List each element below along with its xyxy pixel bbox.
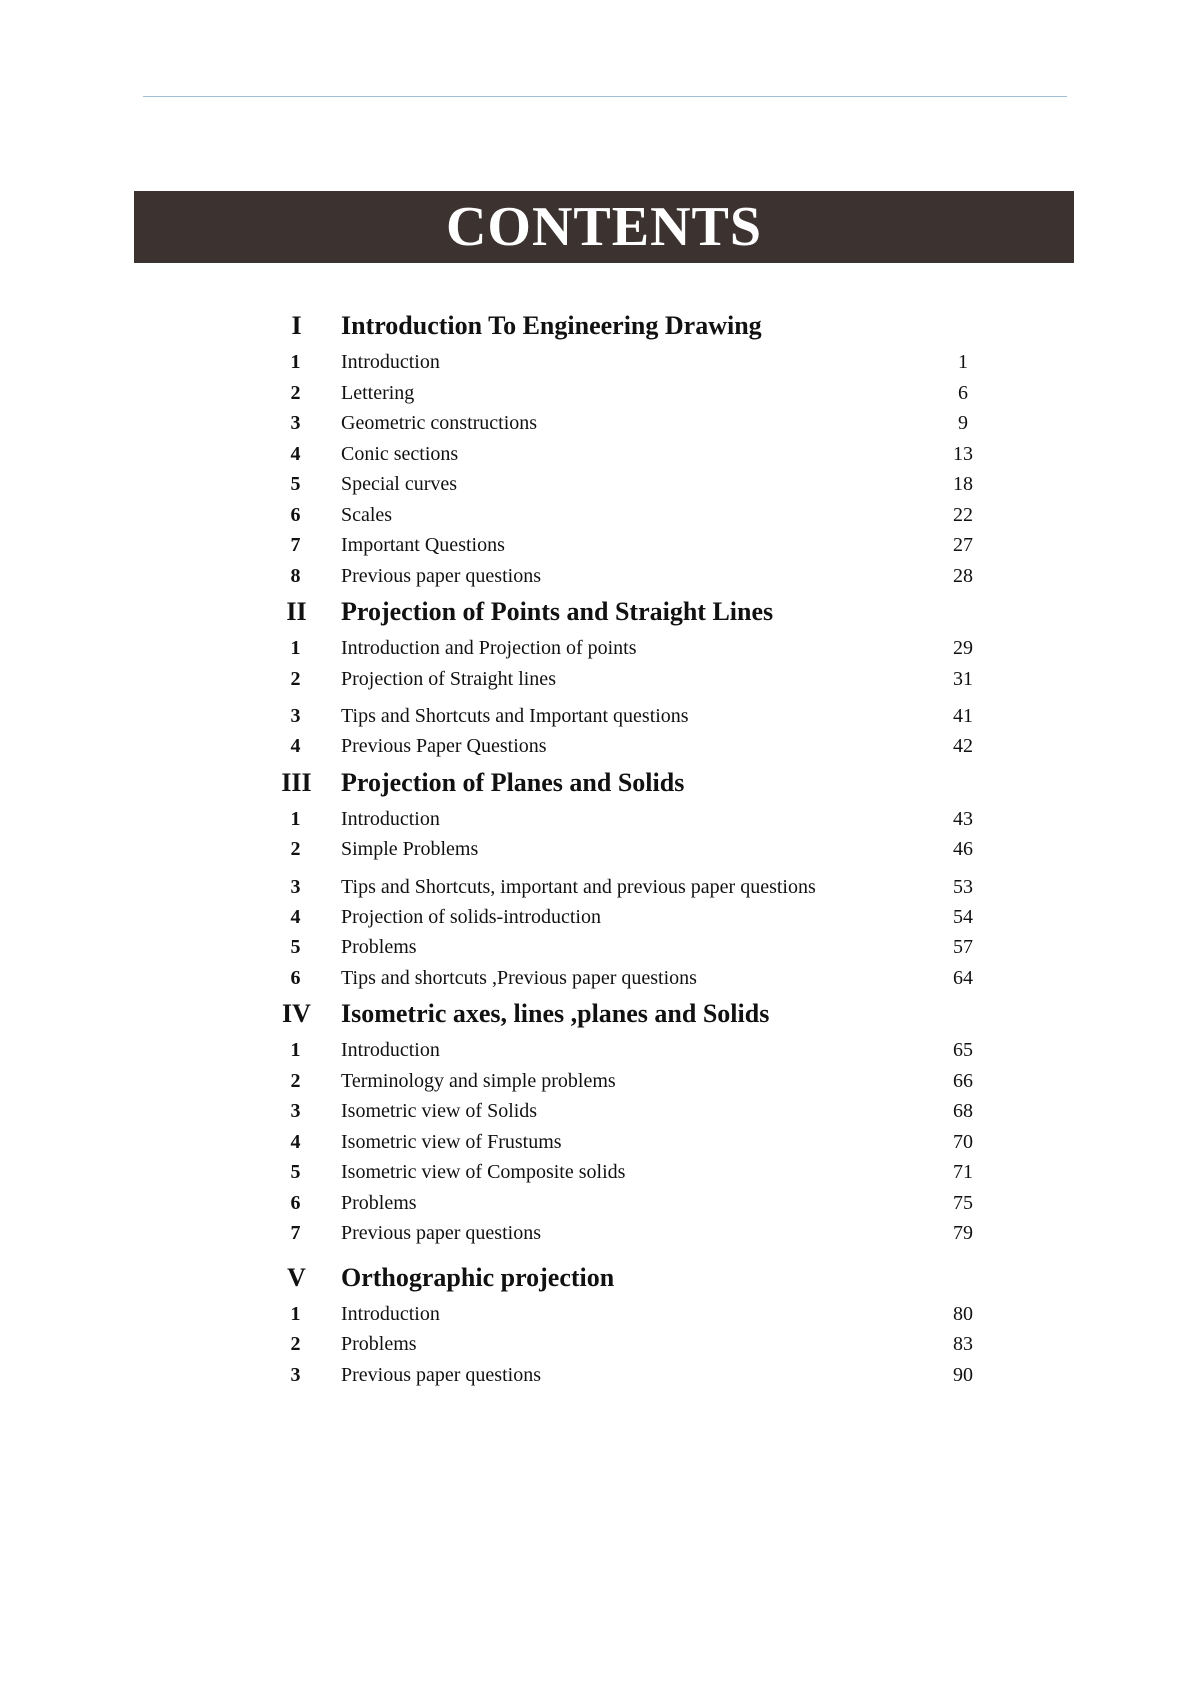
entry-title: Previous paper questions [341, 564, 541, 587]
entry-number: 4 [290, 735, 301, 757]
entry-page: 13 [953, 442, 973, 465]
entry-page: 64 [953, 966, 973, 989]
entry-number: 5 [290, 936, 301, 958]
entry-title: Previous paper questions [341, 1222, 541, 1244]
entry-title: Terminology and simple problems [341, 1069, 616, 1092]
entry-page: 1 [958, 351, 968, 373]
entry-title: Introduction and Projection of points [341, 637, 637, 659]
entry-title: Geometric constructions [341, 412, 538, 434]
section-heading [240, 591, 1000, 633]
entry-title: Conic sections [341, 442, 459, 465]
entry-number: 1 [290, 351, 301, 373]
section-number: I [291, 311, 302, 340]
entry-number: 3 [290, 412, 301, 434]
toc-entry [240, 1096, 1000, 1127]
toc-entry [240, 865, 1000, 902]
section-heading [240, 993, 1000, 1035]
toc-entry [240, 1299, 1000, 1330]
entry-page: 41 [953, 705, 973, 727]
entry-page: 53 [953, 875, 973, 898]
entry-number: 5 [290, 473, 301, 495]
entry-page: 80 [953, 1302, 973, 1325]
entry-title: Isometric view of Frustums [341, 1130, 562, 1153]
toc-entry [240, 1188, 1000, 1219]
entry-number: 6 [290, 503, 301, 526]
toc-entry [240, 1127, 1000, 1158]
entry-page: 83 [953, 1333, 973, 1355]
entry-number: 3 [290, 875, 301, 898]
toc-entry [240, 347, 1000, 378]
entry-page: 31 [953, 667, 973, 690]
toc-entry [240, 694, 1000, 731]
entry-number: 1 [290, 1039, 301, 1061]
page-title: CONTENTS [445, 196, 763, 258]
toc-entry [240, 378, 1000, 409]
toc-entry [240, 1066, 1000, 1097]
entry-number: 2 [290, 1333, 301, 1355]
entry-number: 6 [290, 1191, 301, 1214]
section-heading [240, 762, 1000, 804]
entry-page: 46 [953, 838, 973, 860]
entry-number: 2 [290, 667, 301, 690]
entry-number: 4 [290, 442, 301, 465]
entry-number: 1 [290, 637, 301, 659]
entry-number: 2 [290, 838, 301, 860]
toc-entry [240, 932, 1000, 963]
entry-page: 29 [953, 637, 973, 659]
entry-page: 6 [958, 381, 968, 404]
toc-entry [240, 530, 1000, 561]
toc-entry [240, 731, 1000, 762]
entry-number: 4 [290, 1130, 301, 1153]
entry-page: 79 [953, 1222, 973, 1244]
entry-title: Isometric view of Solids [341, 1100, 538, 1122]
toc-entry [240, 500, 1000, 531]
toc-entry [240, 439, 1000, 470]
entry-page: 65 [953, 1039, 973, 1061]
entry-page: 28 [953, 564, 973, 587]
entry-page: 90 [953, 1363, 973, 1386]
entry-title: Previous Paper Questions [341, 735, 547, 757]
toc-entry [240, 1157, 1000, 1188]
entry-number: 3 [290, 705, 301, 727]
entry-page: 43 [953, 807, 973, 830]
entry-title: Projection of Straight lines [341, 667, 556, 690]
section-title: Projection of Points and Straight Lines [341, 597, 774, 626]
toc-entry [240, 469, 1000, 500]
entry-title: Special curves [341, 473, 458, 495]
entry-title: Introduction [341, 807, 440, 830]
entry-title: Tips and Shortcuts, important and previous paper questions [341, 875, 816, 898]
toc-entry [240, 633, 1000, 664]
toc-entry [240, 804, 1000, 835]
entry-title: Isometric view of Composite solids [341, 1161, 626, 1183]
entry-number: 1 [290, 807, 301, 830]
entry-title: Tips and Shortcuts and Important questions [341, 705, 689, 727]
entry-page: 9 [958, 412, 968, 434]
entry-number: 7 [290, 534, 301, 556]
entry-number: 2 [290, 1069, 301, 1092]
section-number: IV [282, 999, 311, 1028]
toc-entry [240, 902, 1000, 933]
entry-title: Introduction [341, 1039, 440, 1061]
entry-title: Important Questions [341, 534, 505, 556]
section-number: III [281, 767, 312, 797]
entry-number: 1 [290, 1302, 301, 1325]
entry-page: 71 [953, 1161, 973, 1183]
section-title: Introduction To Engineering Drawing [341, 311, 762, 340]
entry-number: 8 [290, 564, 301, 587]
entry-page: 54 [953, 905, 973, 928]
entry-title: Scales [341, 503, 393, 526]
entry-number: 3 [290, 1363, 301, 1386]
entry-number: 6 [290, 966, 301, 989]
entry-title: Introduction [341, 351, 440, 373]
header-rule [143, 96, 1067, 97]
entry-page: 27 [953, 534, 973, 556]
entry-page: 75 [953, 1191, 973, 1214]
toc-entry [240, 1329, 1000, 1360]
entry-number: 4 [290, 905, 301, 928]
entry-title: Previous paper questions [341, 1363, 541, 1386]
toc-entry [240, 834, 1000, 865]
toc-entry [240, 664, 1000, 695]
section-heading [240, 1257, 1000, 1299]
toc-entry [240, 561, 1000, 592]
toc-entry [240, 408, 1000, 439]
entry-title: Problems [341, 1333, 417, 1355]
entry-title: Lettering [341, 381, 415, 404]
entry-page: 68 [953, 1100, 973, 1122]
contents-banner [134, 191, 1074, 263]
section-number: II [286, 597, 307, 626]
entry-page: 42 [953, 735, 973, 757]
entry-title: Introduction [341, 1302, 440, 1325]
section-title: Projection of Planes and Solids [341, 767, 685, 797]
section-number: V [287, 1262, 306, 1292]
entry-number: 3 [290, 1100, 301, 1122]
entry-title: Tips and shortcuts ,Previous paper questions [341, 966, 697, 989]
entry-title: Simple Problems [341, 838, 479, 860]
section-title: Isometric axes, lines ,planes and Solids [341, 999, 770, 1028]
toc-entry [240, 1035, 1000, 1066]
table-of-contents [240, 305, 1000, 1390]
entry-title: Projection of solids-introduction [341, 905, 601, 928]
entry-title: Problems [341, 936, 417, 958]
entry-page: 18 [953, 473, 973, 495]
section-heading [240, 305, 1000, 347]
entry-number: 5 [290, 1161, 301, 1183]
entry-page: 70 [953, 1130, 973, 1153]
toc-entry [240, 963, 1000, 994]
toc-entry [240, 1218, 1000, 1249]
entry-page: 22 [953, 503, 973, 526]
entry-title: Problems [341, 1191, 417, 1214]
section-title: Orthographic projection [341, 1262, 615, 1292]
entry-page: 57 [953, 936, 973, 958]
entry-number: 7 [290, 1222, 301, 1244]
toc-entry [240, 1360, 1000, 1391]
entry-page: 66 [953, 1069, 973, 1092]
entry-number: 2 [290, 381, 301, 404]
